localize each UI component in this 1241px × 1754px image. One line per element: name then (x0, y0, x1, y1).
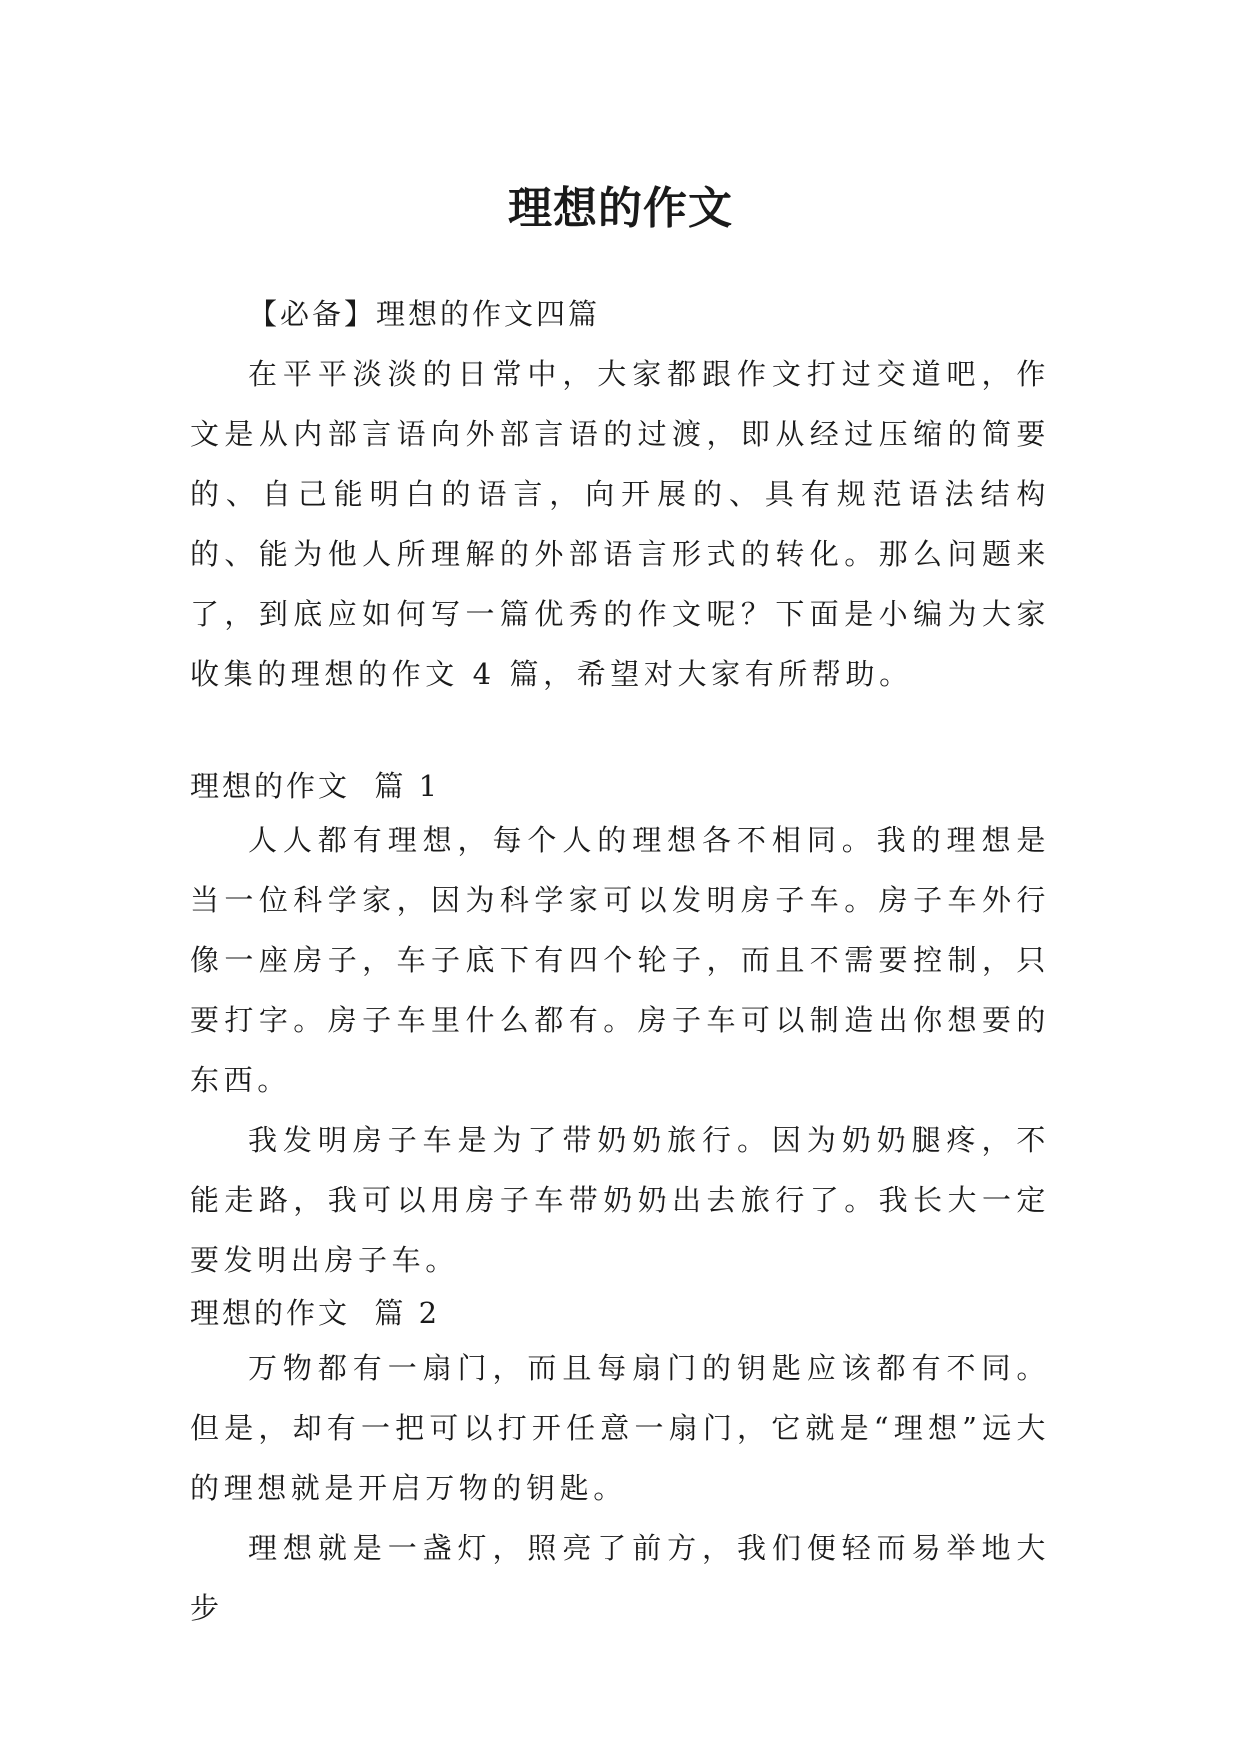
intro-block (190, 284, 1050, 704)
section-2-paragraph-2: 理想就是一盏灯，照亮了前方，我们便轻而易举地大步 (190, 1531, 1050, 1625)
section-body-2 (190, 1338, 1050, 1638)
section-body-1 (190, 810, 1050, 1290)
section-1-paragraph-2: 我发明房子车是为了带奶奶旅行。因为奶奶腿疼，不能走路，我可以用房子车带奶奶出去旅行了。我长大一定要发明出房子车。 (190, 1123, 1050, 1277)
section-1-paragraph-1: 人人都有理想，每个人的理想各不相同。我的理想是当一位科学家，因为科学家可以发明房子车。房子车外行像一座房子，车子底下有四个轮子，而且不需要控制，只要打字。房子车里什么都有。房子车可以制造出你想要的东西。 (190, 823, 1050, 1097)
intro-paragraph: 在平平淡淡的日常中，大家都跟作文打过交道吧，作文是从内部言语向外部言语的过渡，即从经过压缩的简要的、自己能明白的语言，向开展的、具有规范语法结构的、能为他人所理解的外部语言形式的转化。那么问题来了，到底应如何写一篇优秀的作文呢？下面是小编为大家收集的理想的作文 4 篇，希望对大家有所帮助。 (190, 357, 1050, 691)
section-2-paragraph-1: 万物都有一扇门，而且每扇门的钥匙应该都有不同。但是，却有一把可以打开任意一扇门，它就是“理想”远大的理想就是开启万物的钥匙。 (190, 1351, 1050, 1505)
section-heading-2: 理想的作文 篇 2 (190, 1296, 441, 1330)
intro-heading: 【必备】理想的作文四篇 (248, 297, 601, 331)
document-title: 理想的作文 (508, 183, 733, 235)
section-heading-1: 理想的作文 篇 1 (190, 769, 441, 803)
